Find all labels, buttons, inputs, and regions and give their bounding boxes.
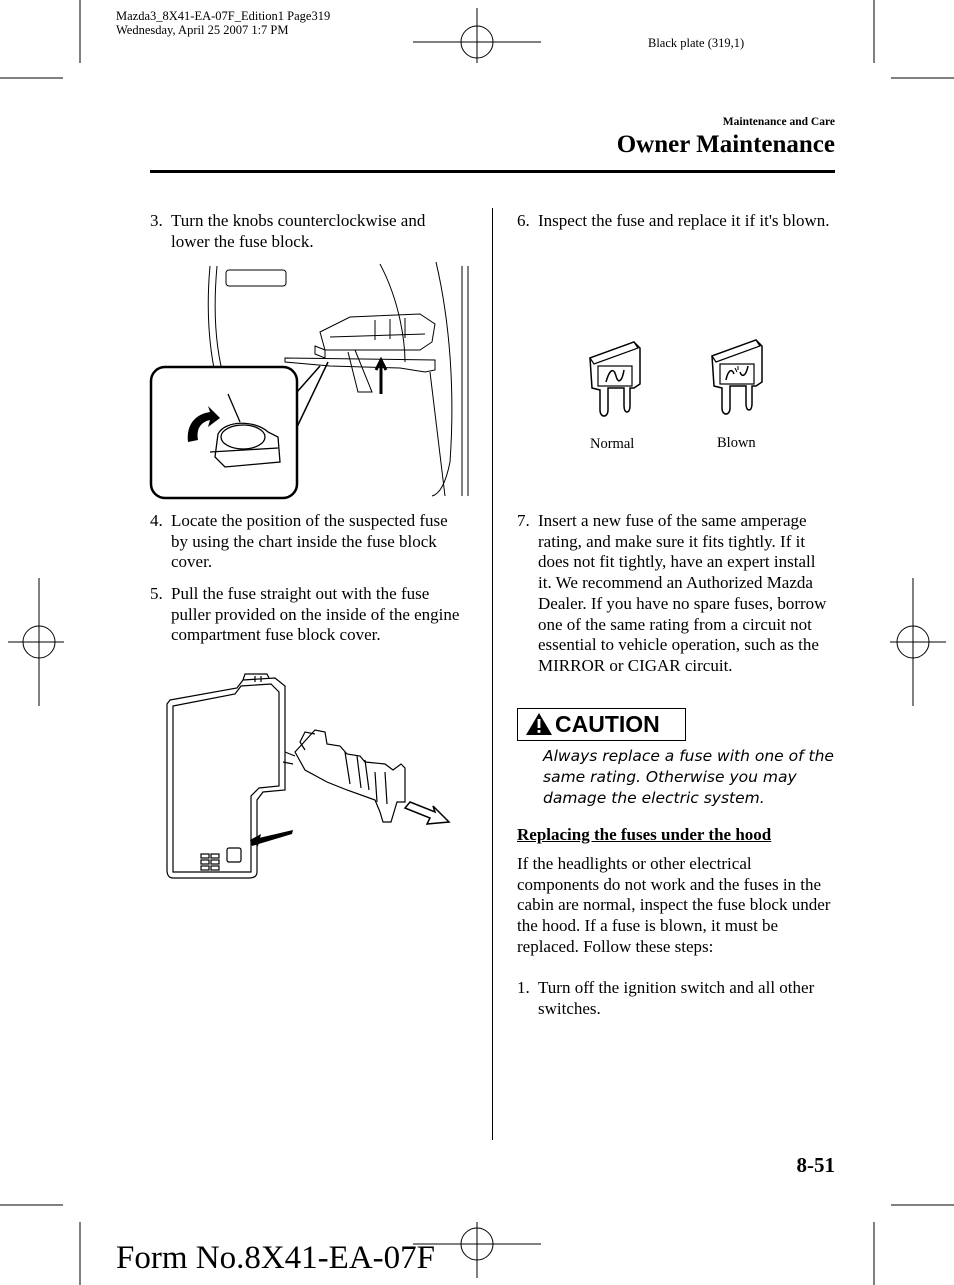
hood-step-1 <box>517 978 832 1019</box>
print-header-line1: Mazda3_8X41-EA-07F_Edition1 Page319 <box>116 9 331 23</box>
step-7-text: Insert a new fuse of the same amperage rating, and make sure it fits tightly. If it does not fit tightly, have an expert install it. We recommend an Authorized Mazda Dealer. If you have no spare fuses, borrow one of the same rating from a circuit not essential to vehicle operation, such as the MIRROR or CIGAR circuit. <box>538 511 827 675</box>
step-3 <box>150 211 465 252</box>
step-3-num: 3. <box>150 211 163 230</box>
step-4-num: 4. <box>150 511 163 530</box>
caution-text: Always replace a fuse with one of the same rating. Otherwise you may damage the electric system. <box>543 747 834 807</box>
step-4 <box>150 511 465 573</box>
page-title: Owner Maintenance <box>616 131 835 158</box>
print-header-line2: Wednesday, April 25 2007 1:7 PM <box>116 23 289 37</box>
fuse-puller-illustration <box>165 672 455 882</box>
subheading: Replacing the fuses under the hood <box>517 825 772 844</box>
hood-step-1-text: Turn off the ignition switch and all other switches. <box>538 978 815 1018</box>
caution-box <box>517 708 686 741</box>
step-5-text: Pull the fuse straight out with the fuse puller provided on the inside of the engine compartment fuse block cover. <box>171 584 460 645</box>
step-6 <box>517 211 832 232</box>
black-plate-label: Black plate (319,1) <box>648 36 745 50</box>
form-number: Form No.8X41-EA-07F <box>116 1240 435 1276</box>
title-rule <box>150 170 835 173</box>
fuse-block-lowering-illustration <box>150 262 470 502</box>
hood-step-1-num: 1. <box>517 978 530 997</box>
caution-label: CAUTION <box>555 711 660 737</box>
section-label: Maintenance and Care <box>722 116 835 128</box>
step-4-text: Locate the position of the suspected fuse by using the chart inside the fuse block cover. <box>171 511 448 572</box>
page-number: 8-51 <box>796 1153 835 1177</box>
step-5 <box>150 584 465 646</box>
step-6-num: 6. <box>517 211 530 230</box>
column-divider <box>492 208 493 1140</box>
fuse-blown-label: Blown <box>717 435 756 451</box>
step-7 <box>517 511 832 677</box>
intro-paragraph: If the headlights or other electrical components do not work and the fuses in the cabin are normal, inspect the fuse block under the hood. If a fuse is blown, it must be replaced. Follow these steps: <box>517 854 831 956</box>
step-6-text: Inspect the fuse and replace it if it's blown. <box>538 211 830 230</box>
fuse-normal-icon <box>586 338 646 418</box>
step-3-text: Turn the knobs counterclockwise and lower the fuse block. <box>171 211 426 251</box>
fuse-blown-icon <box>708 336 768 416</box>
warning-icon <box>525 712 553 736</box>
step-5-num: 5. <box>150 584 163 603</box>
fuse-normal-label: Normal <box>590 436 635 452</box>
step-7-num: 7. <box>517 511 530 530</box>
